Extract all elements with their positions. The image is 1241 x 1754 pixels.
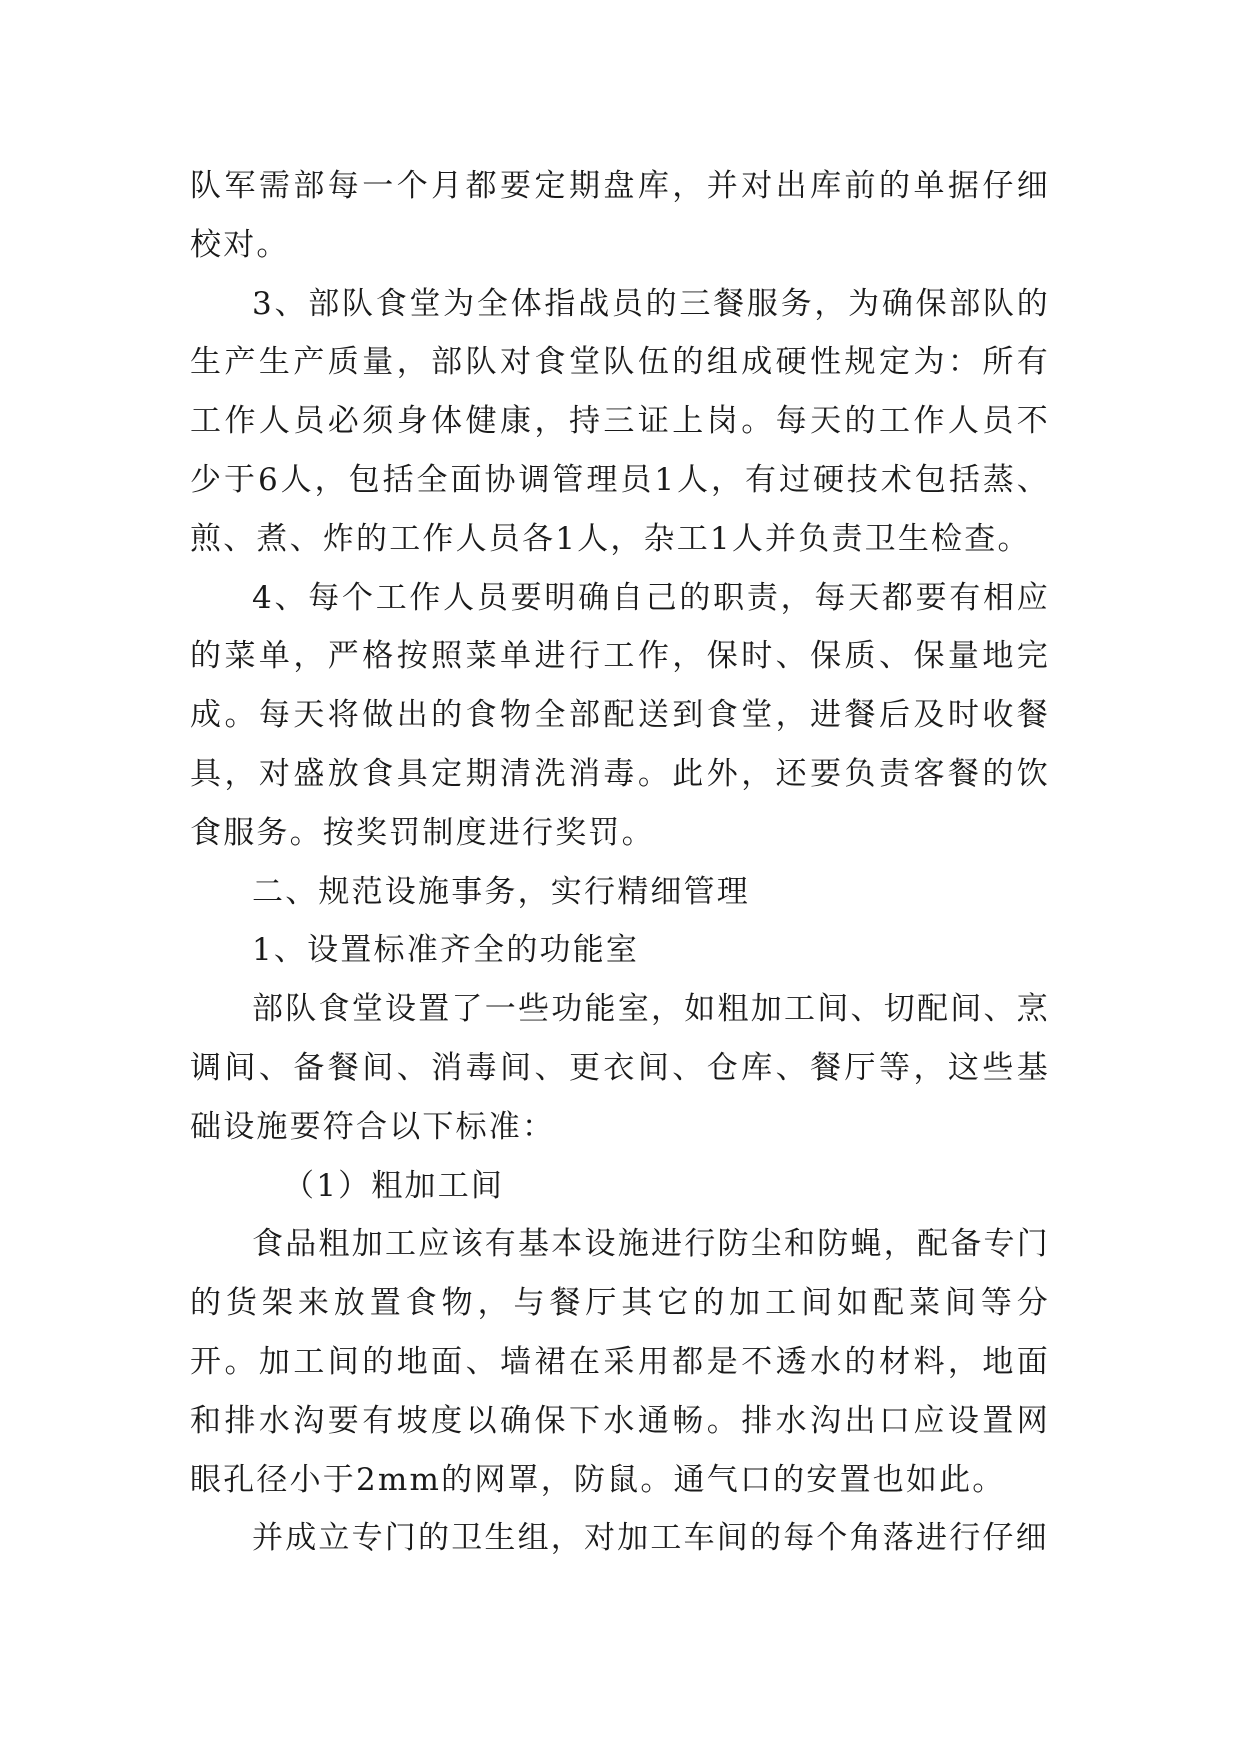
paragraph-continuation: 队军需部每一个月都要定期盘库，并对出库前的单据仔细校对。 [190,168,1050,263]
paragraph-item-3: 3、部队食堂为全体指战员的三餐服务，为确保部队的生产生产质量，部队对食堂队伍的组成硬性规定为：所有工作人员必须身体健康，持三证上岗。每天的工作人员不少于6人，包括全面协调管理员1人，有过硬技术包括蒸、煎、煮、炸的工作人员各1人，杂工1人并负责卫生检查。 [190,285,1050,557]
subsection-heading-1: 1、设置标准齐全的功能室 [252,932,640,969]
document-body [190,157,1050,1568]
paragraph-hygiene-group: 并成立专门的卫生组，对加工车间的每个角落进行仔细 [252,1520,1049,1557]
section-heading-2: 二、规范设施事务，实行精细管理 [252,873,750,910]
paragraph-item-4: 4、每个工作人员要明确自己的职责，每天都要有相应的菜单，严格按照菜单进行工作，保时、保质、保量地完成。每天将做出的食物全部配送到食堂，进餐后及时收餐具，对盛放食具定期清洗消毒。此外，还要负责客餐的饮食服务。按奖罚制度进行奖罚。 [190,579,1050,851]
paragraph-rough-processing: 食品粗加工应该有基本设施进行防尘和防蝇，配备专门的货架来放置食物，与餐厅其它的加工间如配菜间等分开。加工间的地面、墙裙在采用都是不透水的材料，地面和排水沟要有坡度以确保下水通畅。排水沟出口应设置网眼孔径小于2mm的网罩，防鼠。通气口的安置也如此。 [190,1226,1050,1498]
paragraph-function-rooms: 部队食堂设置了一些功能室，如粗加工间、切配间、烹调间、备餐间、消毒间、更衣间、仓库、餐厅等，这些基础设施要符合以下标准： [190,991,1050,1145]
sub-item-heading-1: （1）粗加工间 [283,1167,505,1204]
